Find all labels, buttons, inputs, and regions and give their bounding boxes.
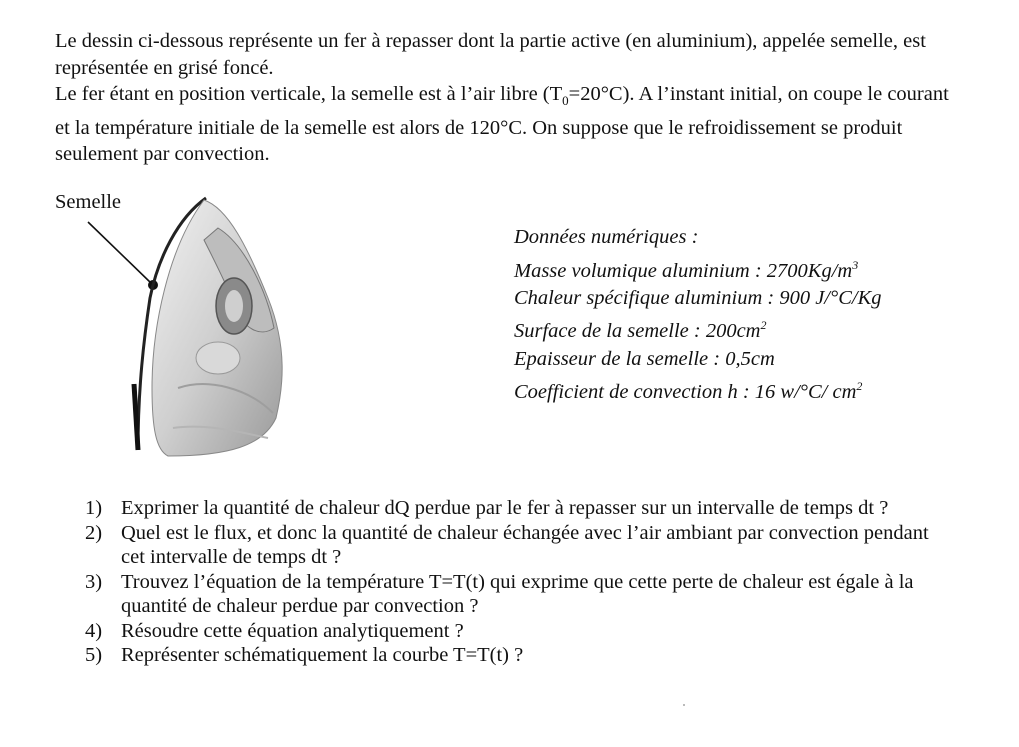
intro-paragraph-2-start: Le fer étant en position verticale, la semelle est à l’air libre (T xyxy=(55,83,563,106)
t0-subscript: 0 xyxy=(562,93,569,109)
question-text: Trouvez l’équation de la température T=T(t) qui exprime que cette perte de chaleur est égale à la quantité de chaleur perdue par convection ? xyxy=(121,570,914,617)
question-item xyxy=(85,496,955,521)
masse-volumique-exponent: 3 xyxy=(852,257,859,272)
question-item xyxy=(85,643,955,668)
question-text: Quel est le flux, et donc la quantité de chaleur échangée avec l’air ambiant par convection pendant cet intervalle de temps dt ? xyxy=(121,521,929,568)
donnee-masse-volumique: Masse volumique aluminium : $2700Kg/m^3$ xyxy=(514,257,859,282)
question-number: 1) xyxy=(85,497,103,519)
iron-illustration xyxy=(78,188,308,468)
intro-text xyxy=(55,28,955,168)
question-item xyxy=(85,521,955,570)
donnee-coefficient: Coefficient de convection h : 16 w/°C/ $cm^2$ xyxy=(514,379,863,403)
question-item xyxy=(85,570,955,619)
question-number: 2) xyxy=(85,521,103,544)
question-item xyxy=(85,619,955,644)
question-number: 3) xyxy=(85,570,103,593)
intro-paragraph-1: Le dessin ci-dessous représente un fer à repasser dont la partie active (en aluminium), appelée semelle, est représentée en grisé foncé. xyxy=(55,30,926,79)
label-leader-line xyxy=(88,222,152,284)
questions-list xyxy=(85,496,955,668)
sole-plate-lower xyxy=(134,384,138,450)
donnees-heading: Données numériques : xyxy=(514,226,699,248)
question-text: Résoudre cette équation analytiquement ? xyxy=(121,619,464,642)
donnee-chaleur-specifique: Chaleur spécifique aluminium : 900 J/°C/Kg xyxy=(514,286,882,309)
intro-paragraph-2 xyxy=(55,81,955,168)
donnees-numeriques xyxy=(514,224,882,406)
question-text: Exprimer la quantité de chaleur dQ perdue par le fer à repasser sur un intervalle de temps dt ? xyxy=(121,497,889,519)
donnee-epaisseur: Epaisseur de la semelle : 0,5cm xyxy=(514,347,775,370)
donnee-surface: Surface de la semelle : $200cm^2$ xyxy=(514,318,767,343)
scan-speck xyxy=(683,704,685,706)
intro-paragraph-2-end: =20°C). A l’instant initial, on coupe le courant et la température initiale de la semelle est alors de 120°C. On suppose que le refroidissement se produit seulement par convection. xyxy=(55,83,949,166)
question-number: 5) xyxy=(85,644,103,666)
surface-exponent: 2 xyxy=(760,318,767,333)
question-number: 4) xyxy=(85,619,103,642)
coefficient-exponent: 2 xyxy=(856,379,863,394)
iron-dial xyxy=(196,342,240,374)
question-text: Représenter schématiquement la courbe T=T(t) ? xyxy=(121,644,524,666)
semelle-label: Semelle xyxy=(55,191,122,213)
